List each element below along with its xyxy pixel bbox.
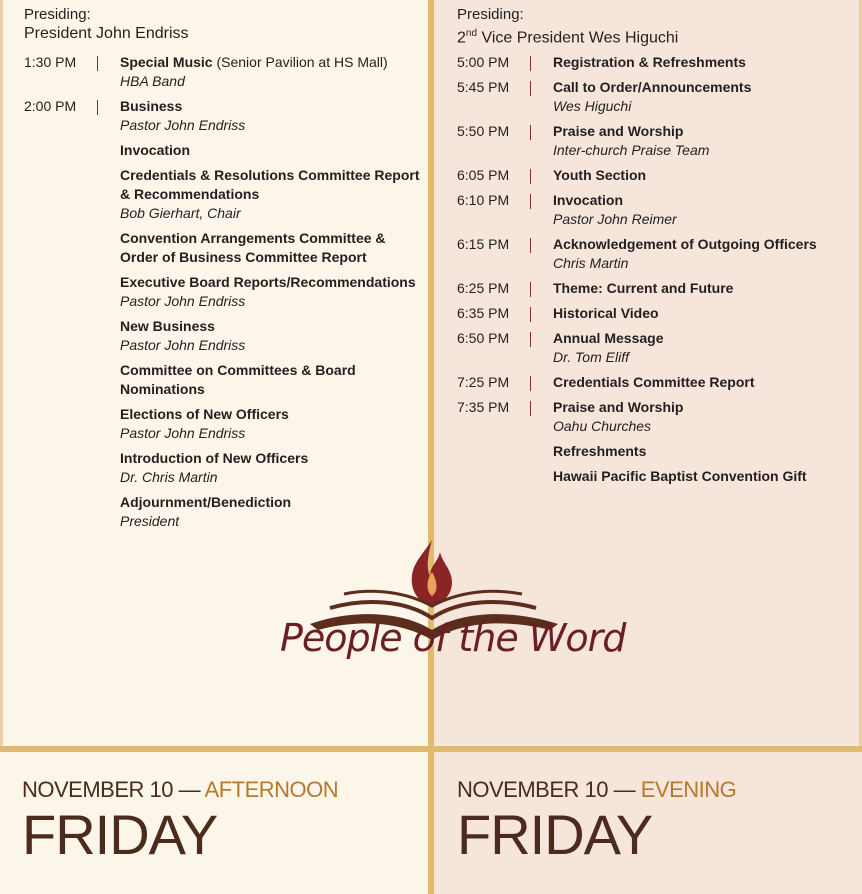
time-divider [529,191,553,210]
schedule-item [457,166,857,185]
item-description [553,279,857,298]
item-speaker: Dr. Chris Martin [120,469,218,485]
item-title: Praise and Worship [553,399,684,415]
presiding-label: Presiding: [24,6,91,23]
horizontal-divider [0,746,862,752]
item-time: 6:05 PM [457,167,510,183]
time-divider [96,97,120,116]
item-title: Acknowledgement of Outgoing Officers [553,236,817,252]
schedule-item [24,53,424,91]
time-divider [529,235,553,254]
item-description [553,467,857,486]
item-description [553,442,857,461]
schedule-item [457,191,857,229]
item-description [120,405,424,443]
item-time: 1:30 PM [24,54,77,70]
schedule-item [24,317,424,355]
item-speaker: HBA Band [120,73,185,89]
item-title: New Business [120,318,215,334]
item-speaker: Pastor John Endriss [120,425,246,441]
item-description [553,235,857,273]
date-heading: NOVEMBER 10 — EVENING [457,777,737,802]
item-speaker: Pastor John Reimer [553,211,677,227]
item-title: Adjournment/Benediction [120,494,292,510]
presiding-name: 2nd Vice President Wes Higuchi [457,28,679,47]
item-time: 6:10 PM [457,192,510,208]
schedule-item [24,273,424,311]
item-description [120,317,424,355]
time-divider [529,53,553,72]
item-title: Invocation [120,142,191,158]
schedule-item [24,166,424,223]
schedule-item [24,493,424,531]
time-divider [529,329,553,348]
item-description [553,373,857,392]
item-speaker: Wes Higuchi [553,98,632,114]
item-title: Committee on Committees & Board Nominations [120,362,356,397]
item-speaker: Pastor John Endriss [120,293,246,309]
day-heading: FRIDAY [22,803,218,866]
item-time: 5:45 PM [457,79,510,95]
item-title: Special Music (Senior Pavilion at HS Mall) [120,54,388,70]
item-time: 5:50 PM [457,123,510,139]
presiding-label: Presiding: [457,6,524,23]
item-description [120,97,424,135]
schedule-item [457,373,857,392]
item-description [553,166,857,185]
item-time: 6:15 PM [457,236,510,252]
afternoon-schedule [24,53,424,537]
item-title: Hawaii Pacific Baptist Convention Gift [553,468,807,484]
item-title: Praise and Worship [553,123,684,139]
item-title: Executive Board Reports/Recommendations [120,274,416,290]
item-description [120,493,424,531]
item-title: Refreshments [553,443,647,459]
item-title: Invocation [553,192,624,208]
period-label: EVENING [640,777,737,802]
item-title: Call to Order/Announcements [553,79,752,95]
item-title: Introduction of New Officers [120,450,309,466]
item-speaker: President [120,513,180,529]
left-edge-rule [0,0,3,746]
item-description [120,229,424,267]
item-speaker: Bob Gierhart, Chair [120,205,241,221]
evening-footer [457,776,736,866]
item-description [553,398,857,436]
schedule-item [24,141,424,160]
period-label: AFTERNOON [204,777,339,802]
schedule-item [457,467,857,486]
item-title: Elections of New Officers [120,406,289,422]
item-time: 6:25 PM [457,280,510,296]
time-divider [529,166,553,185]
schedule-item [457,53,857,72]
item-description [553,191,857,229]
item-time: 6:50 PM [457,330,510,346]
schedule-item [457,329,857,367]
schedule-item [457,442,857,461]
item-speaker: Pastor John Endriss [120,337,246,353]
logo-text: People of the Word [280,616,626,660]
item-title: Annual Message [553,330,664,346]
item-speaker: Pastor John Endriss [120,117,246,133]
vertical-divider [428,0,434,894]
time-divider [96,53,120,72]
afternoon-footer [22,776,338,866]
time-divider [529,398,553,417]
presiding-block [457,5,678,47]
schedule-item [24,229,424,267]
item-title: Business [120,98,183,114]
time-divider [529,78,553,97]
schedule-item [457,78,857,116]
item-description [120,449,424,487]
time-divider [529,279,553,298]
date-heading: NOVEMBER 10 — AFTERNOON [22,777,339,802]
item-time: 7:25 PM [457,374,510,390]
schedule-item [24,449,424,487]
item-time: 2:00 PM [24,98,77,114]
item-description [553,78,857,116]
schedule-item [24,405,424,443]
item-description [553,53,857,72]
item-description [553,329,857,367]
item-time: 6:35 PM [457,305,510,321]
schedule-item [24,361,424,399]
item-title: Registration & Refreshments [553,54,746,70]
time-divider [529,373,553,392]
item-description [120,361,424,399]
item-time: 7:35 PM [457,399,510,415]
schedule-item [457,398,857,436]
item-title: Convention Arrangements Committee & Order of Business Committee Report [120,230,386,265]
item-description [553,122,857,160]
item-speaker: Inter-church Praise Team [553,142,710,158]
schedule-item [457,122,857,160]
item-speaker: Dr. Tom Eliff [553,349,629,365]
day-heading: FRIDAY [457,803,653,866]
item-time: 5:00 PM [457,54,510,70]
item-title: Historical Video [553,305,659,321]
evening-schedule [457,53,857,492]
item-description [120,166,424,223]
item-title: Credentials & Resolutions Committee Report & Recommendations [120,167,420,202]
schedule-item [24,97,424,135]
item-location: (Senior Pavilion at HS Mall) [212,54,388,70]
item-title: Credentials Committee Report [553,374,755,390]
schedule-item [457,235,857,273]
item-speaker: Oahu Churches [553,418,652,434]
item-description [553,304,857,323]
time-divider [529,304,553,323]
presiding-name: President John Endriss [24,25,189,42]
time-divider [529,122,553,141]
item-speaker: Chris Martin [553,255,629,271]
item-title: Youth Section [553,167,647,183]
item-description [120,53,424,91]
item-description [120,141,424,160]
presiding-block [24,5,189,43]
schedule-item [457,279,857,298]
item-title: Theme: Current and Future [553,280,734,296]
schedule-item [457,304,857,323]
item-description [120,273,424,311]
